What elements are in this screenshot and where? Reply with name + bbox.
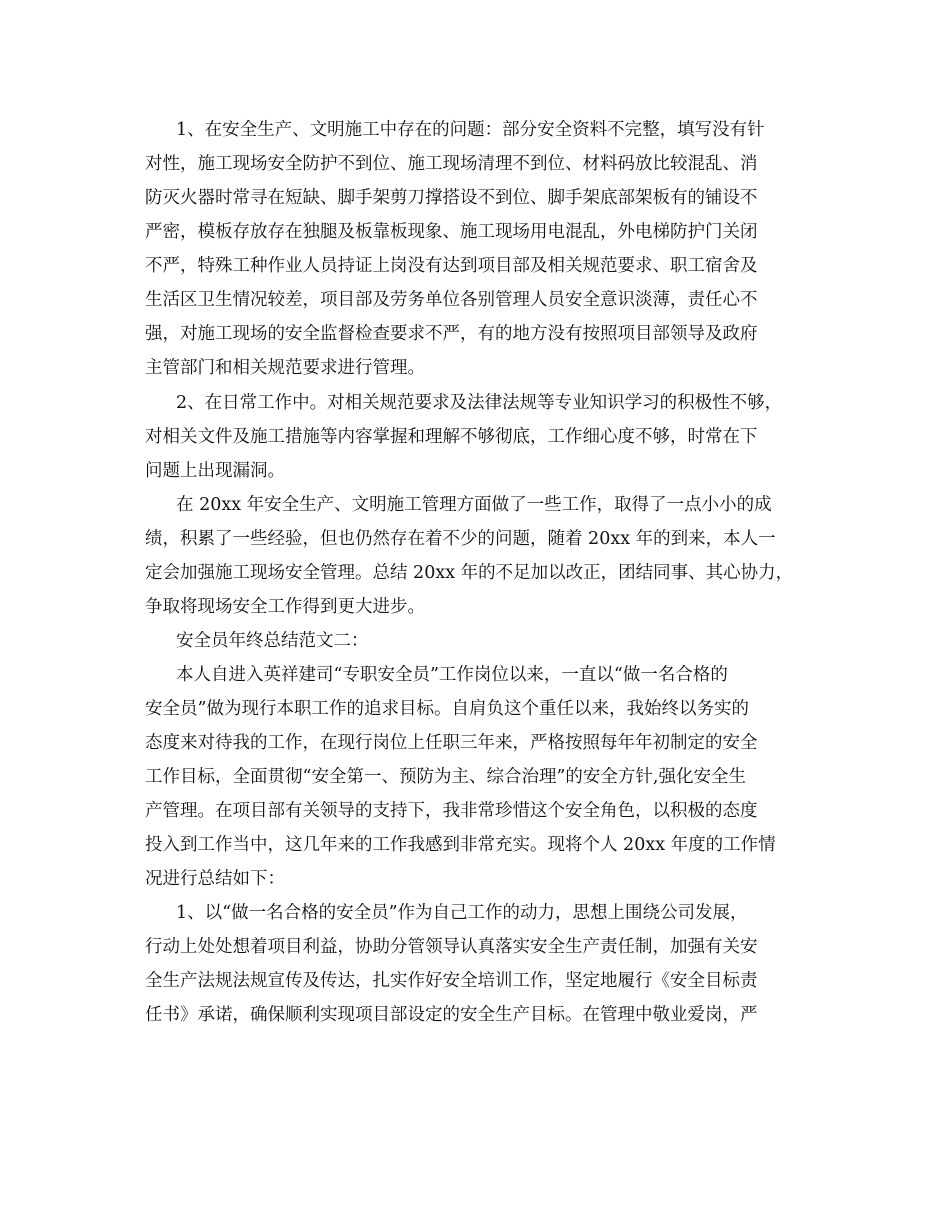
text-line: 生活区卫生情况较差，项目部及劳务单位各别管理人员安全意识淡薄，责任心不	[145, 290, 758, 310]
text-line: 工作目标，全面贯彻“安全第一、预防为主、综合治理”的安全方针,强化安全生	[145, 767, 746, 787]
text-line: 安全员”做为现行本职工作的追求目标。自肩负这个重任以来，我始终以务实的	[145, 699, 749, 719]
text-line: 强，对施工现场的安全监督检查要求不严，有的地方没有按照项目部领导及政府	[145, 324, 758, 344]
text-line: 产管理。在项目部有关领导的支持下，我非常珍惜这个安全角色，以积极的态度	[145, 801, 758, 821]
text-line: 投入到工作当中，这几年来的工作我感到非常充实。现将个人 20xx 年度的工作情	[145, 835, 776, 855]
text-line: 行动上处处想着项目利益，协助分管领导认真落实安全生产责任制，加强有关安	[145, 937, 758, 957]
text-line: 在 20xx 年安全生产、文明施工管理方面做了一些工作，取得了一点小小的成	[176, 495, 772, 515]
text-line: 严密，模板存放存在独腿及板靠板现象、施工现场用电混乱，外电梯防护门关闭	[145, 222, 758, 242]
text-line: 2、在日常工作中。对相关规范要求及法律法规等专业知识学习的积极性不够，	[176, 393, 783, 413]
text-line: 不严，特殊工种作业人员持证上岗没有达到项目部及相关规范要求、职工宿舍及	[145, 256, 758, 276]
text-line: 对相关文件及施工措施等内容掌握和理解不够彻底，工作细心度不够，时常在下	[145, 427, 758, 447]
section-heading: 安全员年终总结范文二：	[176, 631, 369, 651]
text-line: 态度来对待我的工作，在现行岗位上任职三年来，严格按照每年年初制定的安全	[145, 733, 758, 753]
text-line: 况进行总结如下：	[145, 869, 285, 889]
text-line: 防灭火器时常寻在短缺、脚手架剪刀撑搭设不到位、脚手架底部架板有的铺设不	[145, 188, 758, 208]
text-line: 全生产法规法规宣传及传达，扎实作好安全培训工作，坚定地履行《安全目标责	[145, 971, 758, 991]
text-line: 对性，施工现场安全防护不到位、施工现场清理不到位、材料码放比较混乱、消	[145, 154, 758, 174]
text-line: 任书》承诺，确保顺利实现项目部设定的安全生产目标。在管理中敬业爱岗，严	[145, 1005, 758, 1025]
text-line: 问题上出现漏洞。	[145, 461, 285, 481]
text-line: 主管部门和相关规范要求进行管理。	[145, 358, 425, 378]
text-line: 争取将现场安全工作得到更大进步。	[145, 597, 425, 617]
text-line: 1、在安全生产、文明施工中存在的问题：部分安全资料不完整，填写没有针	[176, 120, 765, 140]
text-line: 本人自进入英祥建司“专职安全员”工作岗位以来，一直以“做一名合格的	[176, 665, 728, 685]
text-line: 定会加强施工现场安全管理。总结 20xx 年的不足加以改正，团结同事、其心协力，	[145, 563, 794, 583]
text-line: 绩，积累了一些经验，但也仍然存在着不少的问题，随着 20xx 年的到来，本人一	[145, 529, 776, 549]
text-line: 1、以“做一名合格的安全员”作为自己工作的动力，思想上围绕公司发展，	[176, 903, 748, 923]
